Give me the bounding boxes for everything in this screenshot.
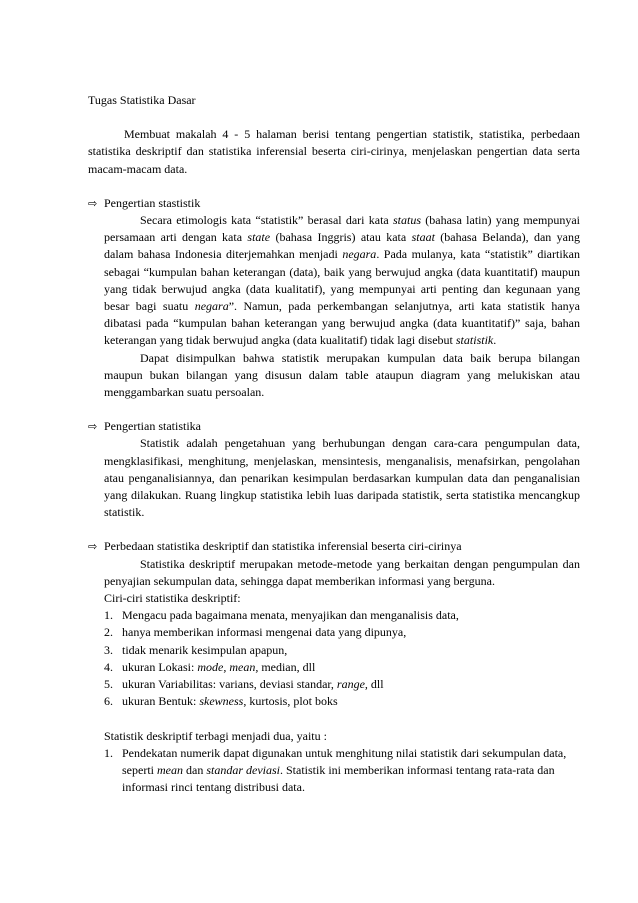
section-heading-statistika [88,418,580,435]
section-heading-text: Pengertian stastistik [104,195,201,210]
arrow-right-icon: ⇨ [88,420,98,434]
ciri-label: Ciri-ciri statistika deskriptif: [104,591,241,606]
list-item: 1. Pendekatan numerik dapat digunakan untuk menghitung nilai statistik dari sekumpulan data, seperti mean dan standar deviasi. Statistik ini memberikan informasi tentang rata-rata dan informasi rinci tentang distribusi data. [104,745,567,795]
document-title: Tugas Statistika Dasar [88,93,196,107]
list-item: 4. ukuran Lokasi: mode, mean, median, dll [104,659,316,674]
section-heading-text: Perbedaan statistika deskriptif dan statistika inferensial beserta ciri-cirinya [104,539,462,554]
intro-paragraph: Membuat makalah 4 - 5 halaman berisi tentang pengertian statistik, statistika, perbedaan statistika deskriptif dan statistika inferensial beserta ciri-cirinya, menjelaskan pengertian data serta macam-macam data. [88,127,580,176]
section1-paragraph-2: Dapat disimpulkan bahwa statistik merupakan kumpulan data baik berupa bilangan maupun bukan bilangan yang disusun dalam table ataupun diagram yang melukiskan atau menggambarkan suatu persoalan. [104,350,580,400]
list-item: 3. tidak menarik kesimpulan apapun, [104,642,288,657]
list-item: 1. Mengacu pada bagaimana menata, menyajikan dan menganalisis data, [104,608,459,623]
section3-paragraph-1: Statistika deskriptif merupakan metode-metode yang berkaitan dengan pengumpulan dan penyajian sekumpulan data, sehingga dapat memberikan informasi yang berguna. [104,556,580,588]
list-item: 6. ukuran Bentuk: skewness, kurtosis, plot boks [104,694,338,709]
split-list [88,745,580,797]
list-item: 2. hanya memberikan informasi mengenai data yang dipunya, [104,625,407,640]
arrow-right-icon: ⇨ [88,196,98,210]
section2-paragraph-1: Statistik adalah pengetahuan yang berhubungan dengan cara-cara pengumpulan data, mengklasifikasi, menghitung, menjelaskan, mensintesis, menganalisis, menafsirkan, pengolahan atau penganalisiannya, dan penarikan kesimpulan berdasarkan kumpulan data dan penganalisian yang dilakukan. Ruang lingkup statistika lebih luas daripada statistik, serta statistika mencangkup statistik. [104,436,580,520]
section-heading-statistik [88,195,580,212]
arrow-right-icon: ⇨ [88,540,98,554]
split-label: Statistik deskriptif terbagi menjadi dua, yaitu : [104,728,327,743]
section-heading-text: Pengertian statistika [104,419,201,434]
section1-paragraph-1: Secara etimologis kata “statistik” berasal dari kata status (bahasa latin) yang mempunyai persamaan arti dengan kata state (bahasa Inggris) atau kata staat (bahasa Belanda), dan yang dalam bahasa Indonesia diterjemahkan menjadi negara. Pada mulanya, kata “statistik” diartikan sebagai “kumpulan bahan keterangan (data), baik yang berwujud angka (data kuantitatif) maupun yang tidak berwujud angka (data kualitatif), yang mempunyai arti penting dan kegunaan yang besar bagi suatu negara”. Namun, pada perkembangan selanjutnya, arti kata statistik hanya dibatasi pada “kumpulan bahan keterangan yang berwujud angka (data kuantitatif)” saja, bahan keterangan yang tidak berwujud angka (data kualitatif) tidak lagi disebut statistik. [104,213,581,348]
ciri-list [88,607,580,710]
list-item: 5. ukuran Variabilitas: varians, deviasi standar, range, dll [104,677,384,692]
section-heading-perbedaan [88,538,580,555]
